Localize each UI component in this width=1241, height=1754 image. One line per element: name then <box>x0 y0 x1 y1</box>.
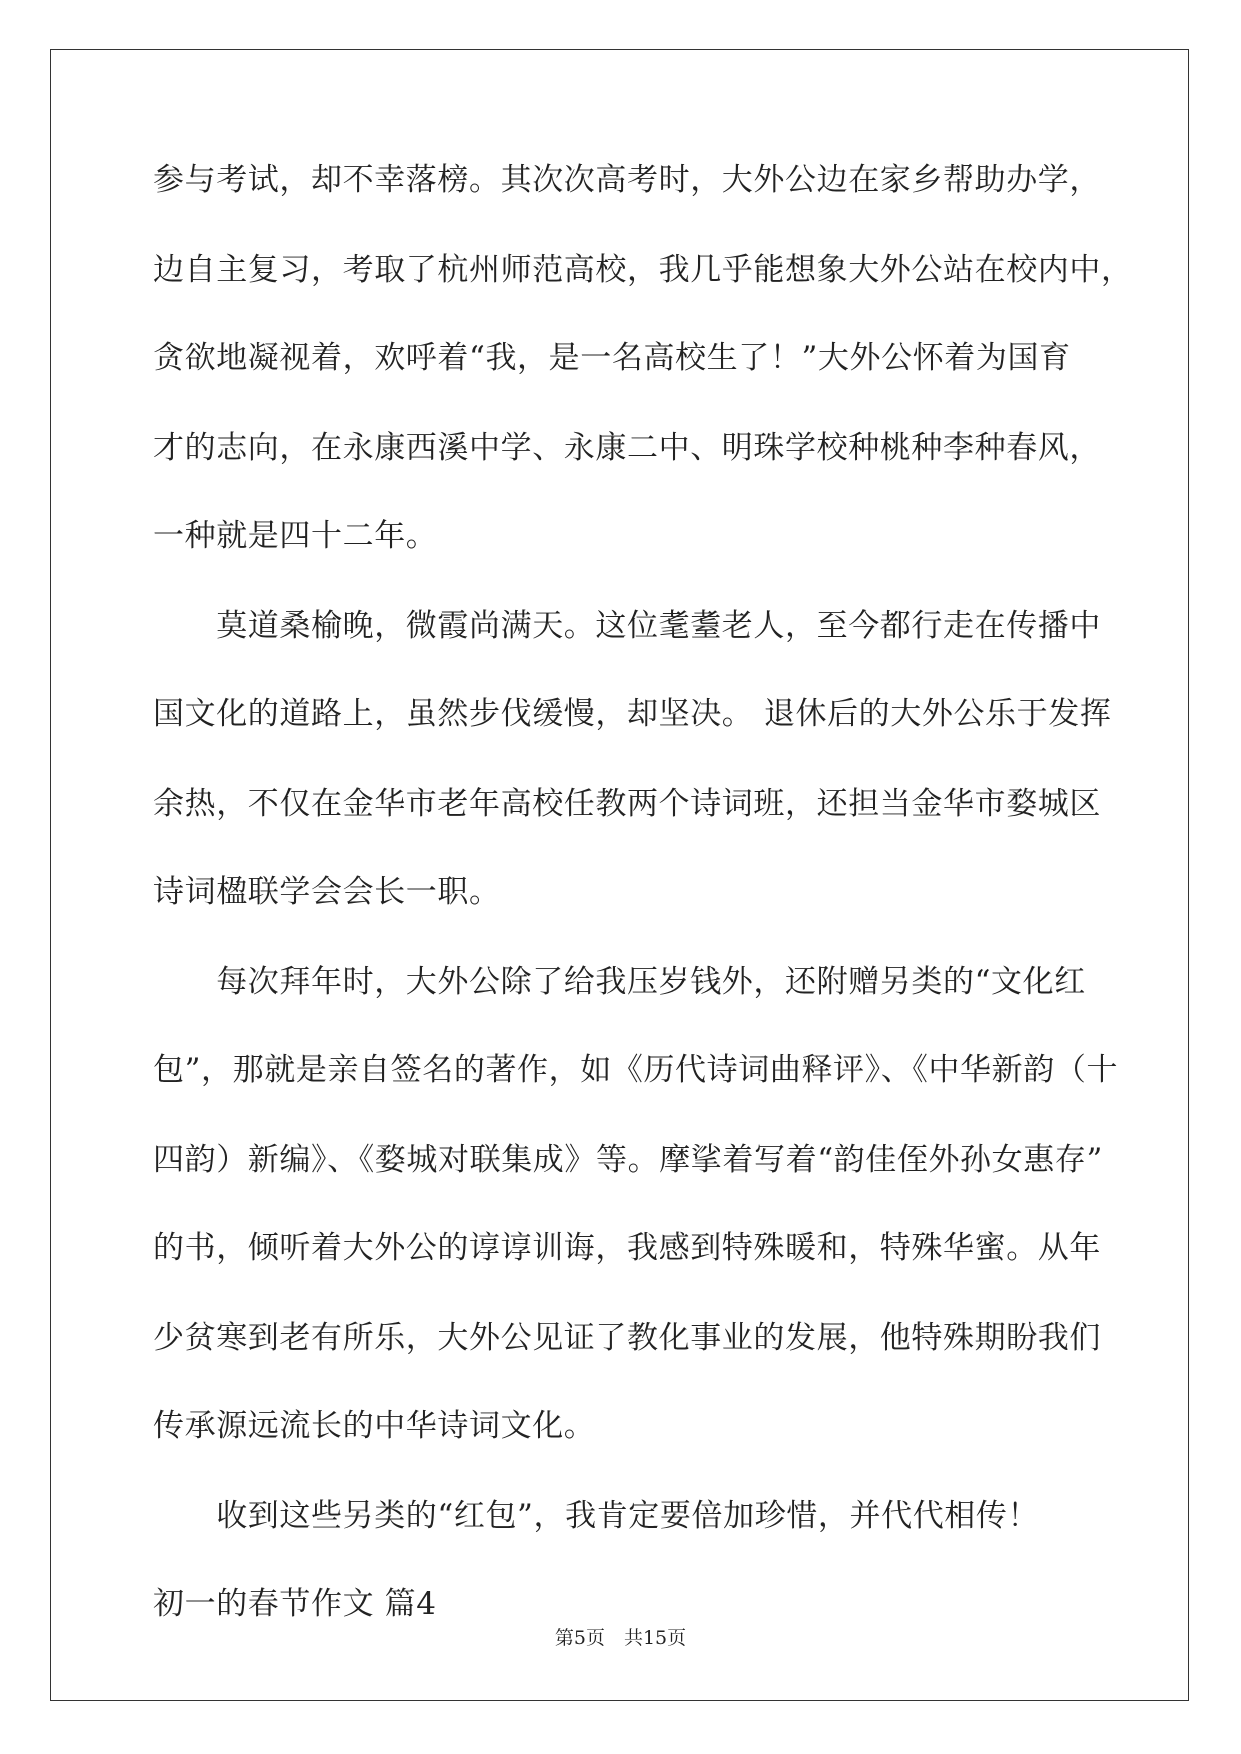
text-line-2: 边自主复习，考取了杭州师范高校，我几乎能想象大外公站在校内中， <box>153 252 1133 288</box>
text-line-11: 包”，那就是亲自签名的著作，如《历代诗词曲释评》、《中华新韵（十 <box>153 1052 1119 1088</box>
text-line-8: 余热，不仅在金华市老年高校任教两个诗词班，还担当金华市婺城区 <box>153 786 1101 822</box>
text-line-7: 国文化的道路上，虽然步伐缓慢，却坚决。 退休后的大外公乐于发挥 <box>153 696 1112 732</box>
page-footer <box>0 1626 1241 1650</box>
text-line-6: 莫道桑榆晚，微霞尚满天。这位耄耋老人，至今都行走在传播中 <box>153 608 1101 644</box>
text-line-9: 诗词楹联学会会长一职。 <box>153 874 501 910</box>
text-line-3: 贪欲地凝视着，欢呼着“我，是一名高校生了！”大外公怀着为国育 <box>153 340 1071 376</box>
text-line-10: 每次拜年时，大外公除了给我压岁钱外，还附赠另类的“文化红 <box>153 964 1086 1000</box>
text-line-16: 收到这些另类的“红包”，我肯定要倍加珍惜，并代代相传！ <box>153 1498 1040 1534</box>
text-line-12: 四韵）新编》、《婺城对联集成》等。摩挲着写着“韵佳侄外孙女惠存” <box>153 1142 1103 1178</box>
text-line-5: 一种就是四十二年。 <box>153 518 438 554</box>
text-line-1: 参与考试，却不幸落榜。其次次高考时，大外公边在家乡帮助办学， <box>153 162 1101 198</box>
text-line-14: 少贫寒到老有所乐，大外公见证了教化事业的发展，他特殊期盼我们 <box>153 1320 1101 1356</box>
page-number: 第5页 共15页 <box>554 1627 687 1649</box>
text-line-13: 的书，倾听着大外公的谆谆训诲，我感到特殊暖和，特殊华蜜。从年 <box>153 1230 1101 1266</box>
text-line-15: 传承源远流长的中华诗词文化。 <box>153 1408 596 1444</box>
section-heading: 初一的春节作文 篇4 <box>153 1586 437 1622</box>
text-line-4: 才的志向，在永康西溪中学、永康二中、明珠学校种桃种李种春风， <box>153 430 1101 466</box>
